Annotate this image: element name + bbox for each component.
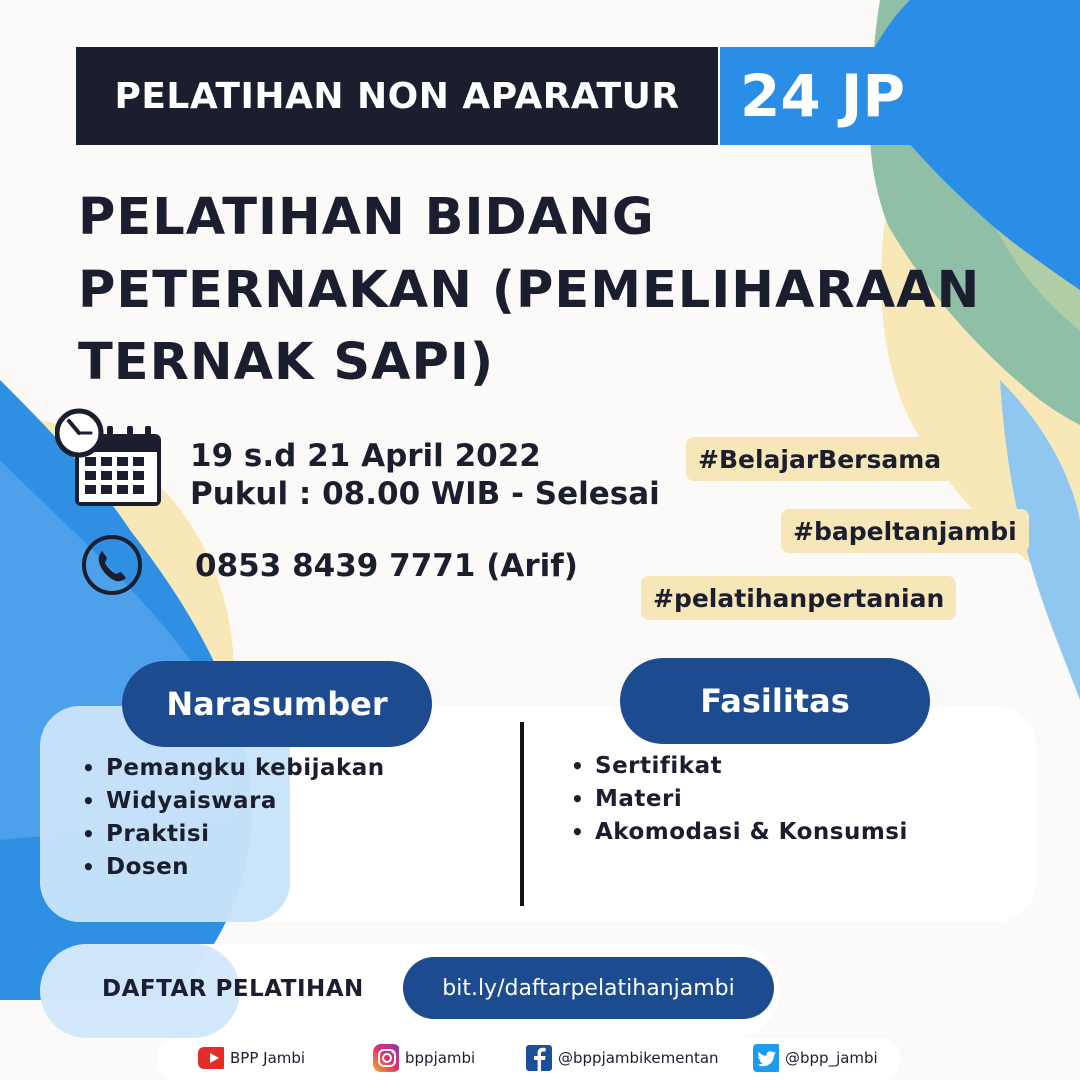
phone-icon (80, 533, 146, 597)
social-instagram-label: bppjambi (405, 1049, 476, 1067)
facilities-list (571, 750, 908, 849)
calendar-clock-icon (55, 408, 165, 508)
social-youtube[interactable] (198, 1045, 305, 1071)
social-youtube-label: BPP Jambi (230, 1049, 306, 1067)
hashtag-pelatihanpertanian: #pelatihanpertanian (641, 576, 956, 620)
instagram-icon (373, 1045, 399, 1071)
list-item: • Pemangku kebijakan (82, 752, 385, 785)
facebook-icon (526, 1045, 552, 1071)
social-twitter[interactable] (753, 1045, 878, 1071)
title-line-2: PETERNAKAN (PEMELIHARAAN (78, 261, 981, 320)
program-type-banner: PELATIHAN NON APARATUR (76, 47, 718, 145)
list-item: • Sertifikat (571, 750, 908, 783)
hours-badge: 24 JP (720, 47, 971, 145)
list-item: • Widyaiswara (82, 785, 385, 818)
list-item: • Dosen (82, 851, 385, 884)
title-line-3: TERNAK SAPI) (78, 333, 495, 392)
training-date: 19 s.d 21 April 2022 (190, 438, 541, 474)
registration-label: DAFTAR PELATIHAN (102, 976, 364, 1002)
facilities-heading: Fasilitas (620, 658, 930, 744)
social-facebook-label: @bppjambikementan (558, 1049, 719, 1067)
list-item: • Praktisi (82, 818, 385, 851)
social-twitter-label: @bpp_jambi (785, 1049, 878, 1067)
list-item: • Materi (571, 783, 908, 816)
hashtag-belajarbersama: #BelajarBersama (686, 437, 953, 481)
training-time: Pukul : 08.00 WIB - Selesai (190, 476, 660, 512)
speakers-heading: Narasumber (122, 661, 432, 747)
registration-link[interactable]: bit.ly/daftarpelatihanjambi (403, 957, 774, 1019)
twitter-icon (753, 1045, 779, 1071)
speakers-list (82, 752, 385, 884)
social-instagram[interactable] (373, 1045, 475, 1071)
hashtag-bapeltanjambi: #bapeltanjambi (781, 509, 1029, 553)
title-line-1: PELATIHAN BIDANG (78, 188, 655, 247)
youtube-icon (198, 1045, 224, 1071)
list-item: • Akomodasi & Konsumsi (571, 816, 908, 849)
contact-phone: 0853 8439 7771 (Arif) (195, 548, 578, 584)
social-facebook[interactable] (526, 1045, 719, 1071)
